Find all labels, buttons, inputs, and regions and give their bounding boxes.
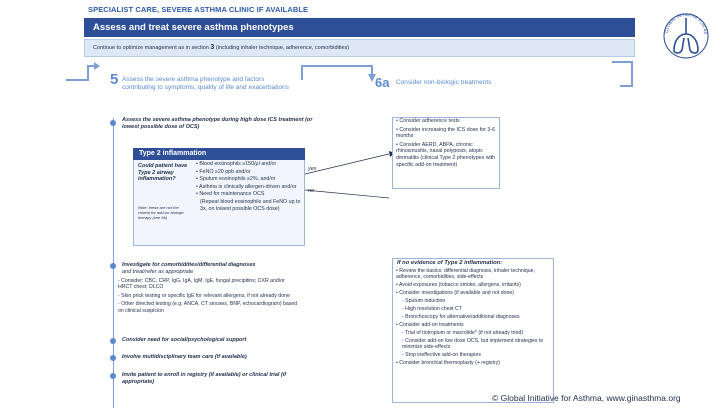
flow-arrow-left-icon [64,62,100,82]
no-type2-title: If no evidence of Type 2 inflammation: [397,260,503,266]
continue-section: 3 [210,44,215,51]
step-5-text: Assess the severe asthma phenotype and factors contributing to symptoms, quality of life and exacerbations [122,76,289,91]
assess-phenotype-text: Assess the severe asthma phenotype during high dose ICS treatment (or lowest possible dose of OCS) [122,117,313,130]
svg-text:GLOBAL INITIATIVE FOR ASTHMA [660,4,708,35]
type2-note: Note: these are not the criteria for add-on biologic therapy (see 6b) [138,205,185,220]
investigate-list [118,278,298,316]
list-item: • Consider increasing the ICS dose for 3-6 months [396,126,496,140]
list-item: • Consider AERD, ABPA, chronic rhinosinusitis, nasal polyposis, atopic dermatitis (clinical Type 2 phenotypes with specific add-on treatment) [396,141,496,168]
timeline-dot [110,355,116,361]
step-6a-text: Consider non-biologic treatments [396,79,492,86]
social-support-text: Consider need for social/psychological support [122,337,247,343]
page-title: Assess and treat severe asthma phenotypes [84,18,635,37]
list-item: - Trial of tiotropium or macrolide* (if not already tried) [402,329,524,336]
list-item: - High resolution chest CT [402,306,462,313]
team-care-text: Involve multidisciplinary team care (if available) [122,354,247,360]
flow-arrow-right-icon [610,60,636,90]
timeline-dot [110,373,116,379]
list-item: - Consider add-on low dose OCS, but implement strategies to minimize side-effects [402,337,544,351]
list-item: - Bronchoscopy for alternative/additional diagnoses [402,313,520,320]
investigate-subtitle: and treat/refer as appropriate [122,269,194,275]
list-item: • Consider add-on treatments [396,321,464,328]
step-6a-number: 6a [375,75,390,90]
registry-text: Invite patient to enroll in registry (if available) or clinical trial (if appropriate) [122,372,287,385]
copyright-footer: © Global Initiative for Asthma, www.ginasthma.org [492,393,681,403]
type2-criterion: • Asthma is clinically allergen-driven and/or [196,183,297,190]
type2-criterion: • Need for maintenance OCS [196,191,265,198]
continue-prefix: Continue to optimize management as in section [93,45,211,51]
timeline-dot [110,338,116,344]
type2-criterion: • FeNO ≥20 ppb and/or [196,168,251,175]
timeline-dot [110,120,116,126]
type2-criterion: • Sputum eosinophils ≥2%, and/or [196,176,276,183]
gina-logo-icon [660,4,712,68]
type2-criterion: (Repeat blood eosinophils and FeNO up to 3x, on lowest possible OCS dose) [200,198,301,212]
type2-criterion: • Blood eosinophils ≥150/μl and/or [196,161,277,167]
list-item: • Consider adherence tests [396,118,460,124]
yes-no-connectors-icon [305,150,395,200]
investigate-title: Investigate for comorbidities/differential diagnoses [122,262,256,268]
list-item: • Review the basics: differential diagnosis, inhaler technique, adherence, comorbidities, side-effects [396,268,535,281]
no-type2-list [396,268,554,368]
right-box-type2-list [396,118,500,170]
timeline-dot [110,263,116,269]
step-5-number: 5 [110,71,119,88]
list-item: - Sputum induction [402,298,446,305]
type2-criteria-list [196,161,304,213]
list-item: • Consider investigations (if available and not done) [396,290,515,297]
list-item: - Skin prick testing or specific IgE for relevant allergens, if not already done [118,292,290,299]
section-subtitle: SPECIALIST CARE, SEVERE ASTHMA CLINIC IF AVAILABLE [88,5,309,14]
type2-heading: Type 2 inflammation [133,148,305,160]
no-label: no [308,188,315,194]
list-item: - Other directed testing (e.g. ANCA, CT sinuses, BNP, echocardiogram) based on clinical suspicion [118,301,298,314]
continue-bar [84,39,635,57]
continue-suffix: (including inhaler technique, adherence, comorbidities) [214,45,350,51]
list-item: - Stop ineffective add-on therapies [402,351,481,358]
list-item: - Consider: CBC, CRP, IgG, IgA, IgM, IgE, fungal precipitins; CXR and/or HRCT chest; DLCO [118,278,285,291]
yes-label: yes [308,166,317,172]
logo-text: GLOBAL INITIATIVE FOR AS [664,11,709,35]
list-item: • Consider bronchial thermoplasty (+ registry) [396,359,501,366]
type2-question: Could patient have Type 2 airway inflammation? [138,163,188,182]
list-item: • Avoid exposures (tobacco smoke, allergens, irritants) [396,282,521,289]
flow-arrow-mid-icon [300,60,380,82]
